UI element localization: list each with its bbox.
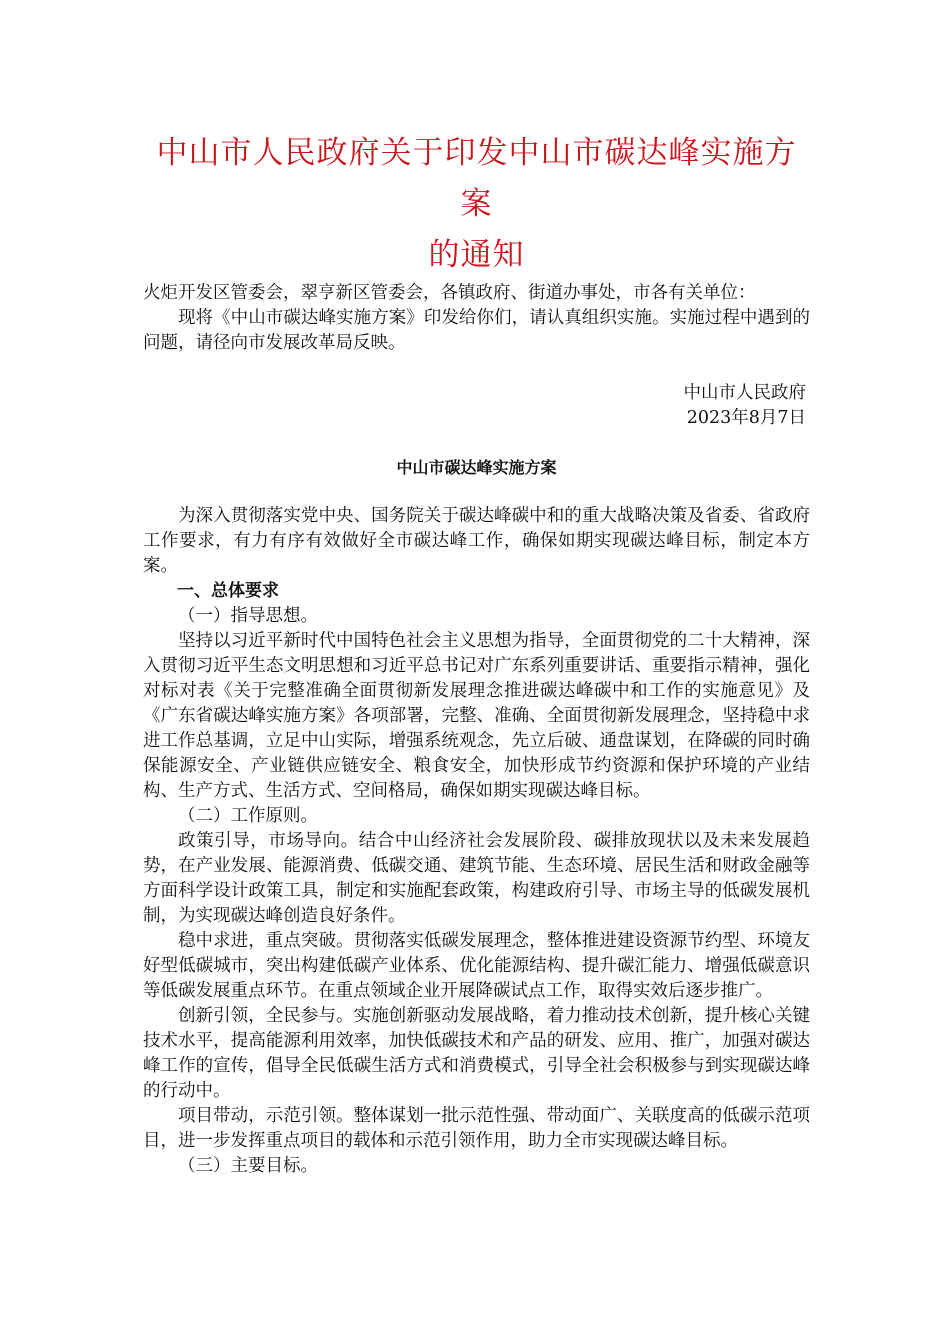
principle-steady: 稳中求进，重点突破。贯彻落实低碳发展理念，整体推进建设资源节约型、环境友好型低碳城市，突出构建低碳产业体系、优化能源结构、提升碳汇能力、增强低碳意识等低碳发展重点环节。在重点领域企业开展降碳试点工作，取得实效后逐步推广。 [143, 931, 810, 1001]
sub3-heading: （三）主要目标。 [178, 1156, 318, 1176]
notice-body: 现将《中山市碳达峰实施方案》印发给你们，请认真组织实施。实施过程中遇到的问题，请径向市发展改革局反映。 [143, 308, 810, 353]
principle-policy: 政策引导，市场导向。结合中山经济社会发展阶段、碳排放现状以及未来发展趋势，在产业发展、能源消费、低碳交通、建筑节能、生态环境、居民生活和财政金融等方面科学设计政策工具，制定和实施配套政策，构建政府引导、市场主导的低碳发展机制，为实现碳达峰创造良好条件。 [143, 831, 810, 926]
principle-innovation: 创新引领，全民参与。实施创新驱动发展战略，着力推动技术创新，提升核心关键技术水平，提高能源利用效率，加快低碳技术和产品的研发、应用、推广，加强对碳达峰工作的宣传，倡导全民低碳生活方式和消费模式，引导全社会积极参与到实现碳达峰的行动中。 [143, 1006, 810, 1101]
sub1-text: 坚持以习近平新时代中国特色社会主义思想为指导，全面贯彻党的二十大精神，深入贯彻习近平生态文明思想和习近平总书记对广东系列重要讲话、重要指示精神，强化对标对表《关于完整准确全面贯彻新发展理念推进碳达峰碳中和工作的实施意见》及《广东省碳达峰实施方案》各项部署，完整、准确、全面贯彻新发展理念，坚持稳中求进工作总基调，立足中山实际，增强系统观念，先立后破、通盘谋划，在降碳的同时确保能源安全、产业链供应链安全、粮食安全，加快形成节约资源和保护环境的产业结构、生产方式、生活方式、空间格局，确保如期实现碳达峰目标。 [143, 631, 810, 801]
notice-issuer: 中山市人民政府 [683, 383, 806, 403]
notice-title-line2: 的通知 [428, 237, 525, 273]
notice-date: 2023年8月7日 [686, 408, 806, 428]
sub1-heading: （一）指导思想。 [178, 606, 318, 626]
document-page [143, 128, 810, 1179]
sub2-heading: （二）工作原则。 [178, 806, 318, 826]
notice-title-line1: 中山市人民政府关于印发中山市碳达峰实施方案 [156, 135, 797, 222]
plan-intro: 为深入贯彻落实党中央、国务院关于碳达峰碳中和的重大战略决策及省委、省政府工作要求，有力有序有效做好全市碳达峰工作，确保如期实现碳达峰目标，制定本方案。 [143, 506, 810, 576]
principle-project: 项目带动，示范引领。整体谋划一批示范性强、带动面广、关联度高的低碳示范项目，进一步发挥重点项目的载体和示范引领作用，助力全市实现碳达峰目标。 [143, 1106, 810, 1151]
section1-heading: 一、总体要求 [177, 581, 279, 601]
notice-recipients: 火炬开发区管委会，翠亨新区管委会，各镇政府、街道办事处，市各有关单位： [143, 283, 756, 303]
plan-title: 中山市碳达峰实施方案 [396, 458, 557, 477]
notice-title [143, 128, 810, 281]
